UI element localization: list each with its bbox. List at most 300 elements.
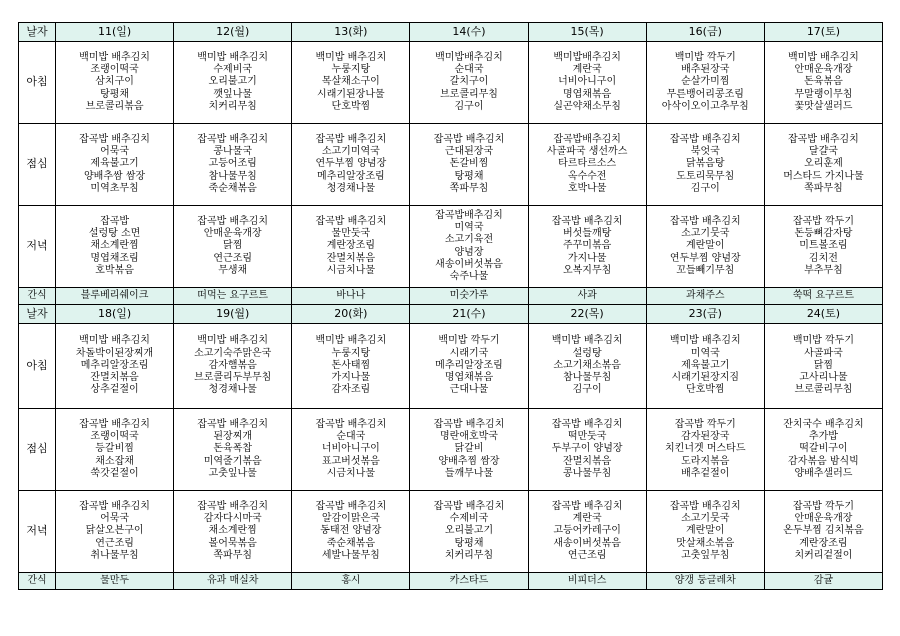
menu-item: 안매운육개장 bbox=[203, 228, 262, 240]
menu-item: 갈치구이 bbox=[449, 76, 489, 88]
dinner-menu-cell bbox=[56, 491, 174, 573]
menu-item: 치커리무침 bbox=[444, 549, 494, 561]
menu-item: 아삭이오이고추무침 bbox=[661, 100, 749, 112]
menu-item: 조랭이떡국 bbox=[90, 431, 139, 443]
menu-item: 잡곡밥 배추김치 bbox=[315, 418, 387, 430]
menu-item: 조랭이떡국 bbox=[90, 64, 139, 76]
menu-item: 차돌박이된장찌개 bbox=[75, 347, 154, 359]
menu-item: 된장찌개 bbox=[213, 431, 253, 443]
menu-item: 무생채 bbox=[218, 264, 248, 276]
menu-item: 백미밥 배추김치 bbox=[79, 335, 150, 347]
menu-item: 볼어묵볶음 bbox=[208, 537, 257, 549]
menu-item: 목살채소구이 bbox=[321, 76, 380, 88]
menu-item: 오복지무침 bbox=[562, 264, 612, 276]
breakfast-label: 아침 bbox=[19, 42, 56, 124]
menu-item: 배추된장국 bbox=[681, 64, 730, 76]
lunch-menu-cell bbox=[410, 409, 528, 491]
menu-item: 백미밥 배추김치 bbox=[197, 51, 269, 63]
menu-item: 콩나물국 bbox=[213, 146, 253, 158]
menu-item: 수제비국 bbox=[449, 513, 489, 525]
lunch-label: 점심 bbox=[19, 124, 56, 206]
dinner-row bbox=[19, 206, 883, 288]
menu-item: 도토리묵무침 bbox=[676, 170, 735, 182]
menu-item: 시금치나물 bbox=[326, 264, 375, 276]
menu-item: 양배추쌈 쌈장 bbox=[84, 170, 146, 182]
menu-item: 돈육폭찹 bbox=[213, 443, 253, 455]
breakfast-row bbox=[19, 324, 883, 409]
menu-item: 타르타르소스 bbox=[558, 158, 617, 170]
breakfast-menu-cell bbox=[174, 42, 292, 124]
menu-item: 브로콜리무침 bbox=[794, 384, 853, 396]
menu-item: 잡곡밥 배추김치 bbox=[315, 500, 387, 512]
menu-item: 고등어카레구이 bbox=[553, 525, 621, 537]
menu-item: 잔멸치볶음 bbox=[90, 372, 139, 384]
menu-item: 청경채나물 bbox=[326, 182, 375, 194]
menu-item: 양배추샐러드 bbox=[794, 467, 853, 479]
breakfast-menu-cell bbox=[528, 324, 646, 409]
menu-item: 안매운육개장 bbox=[794, 513, 853, 525]
menu-item: 연두부찜 양념장 bbox=[315, 158, 387, 170]
menu-item: 계란국 bbox=[572, 513, 602, 525]
menu-item: 백미밥 깍두기 bbox=[674, 51, 736, 63]
menu-item: 백미밥 배추김치 bbox=[197, 335, 269, 347]
menu-item: 닭갈비 bbox=[454, 443, 484, 455]
menu-item: 단호박찜 bbox=[685, 384, 725, 396]
menu-item: 근대된장국 bbox=[444, 146, 494, 158]
lunch-row bbox=[19, 409, 883, 491]
snack-cell: 홍시 bbox=[292, 573, 410, 590]
menu-item: 채소계란찜 bbox=[208, 525, 257, 537]
dinner-menu-cell bbox=[56, 206, 174, 288]
menu-item: 근대나물 bbox=[449, 384, 489, 396]
menu-item: 꼬들빼기무침 bbox=[676, 264, 735, 276]
menu-item: 쑥갓겉절이 bbox=[90, 467, 139, 479]
menu-item: 취나물무침 bbox=[90, 549, 139, 561]
menu-item: 청경채나물 bbox=[208, 384, 257, 396]
date-label: 날자 bbox=[19, 305, 56, 324]
menu-item: 북엇국 bbox=[690, 146, 720, 158]
menu-item: 잡곡밥 배추김치 bbox=[197, 133, 269, 145]
menu-item: 너비아니구이 bbox=[321, 443, 380, 455]
menu-item: 온두부찜 김치볶음 bbox=[783, 525, 864, 537]
snack-cell: 양갱 둥글레차 bbox=[646, 573, 764, 590]
snack-cell: 유과 매실차 bbox=[174, 573, 292, 590]
date-cell: 19(월) bbox=[174, 305, 292, 324]
snack-cell: 감귤 bbox=[764, 573, 882, 590]
menu-item: 시래기된장나물 bbox=[317, 88, 385, 100]
snack-cell: 바나나 bbox=[292, 288, 410, 305]
menu-item: 백미밥배추김치 bbox=[435, 51, 503, 63]
menu-item: 상추겉절이 bbox=[90, 384, 139, 396]
menu-item: 떡만둣국 bbox=[567, 431, 607, 443]
menu-item: 백미밥 배추김치 bbox=[669, 335, 741, 347]
menu-item: 새송이버섯볶음 bbox=[553, 537, 621, 549]
menu-item: 백미밥 깍두기 bbox=[438, 335, 500, 347]
menu-item: 쪽파무침 bbox=[804, 182, 843, 194]
menu-item: 미역국 bbox=[454, 222, 484, 234]
menu-item: 백미밥배추김치 bbox=[553, 51, 621, 63]
snack-cell: 떠먹는 요구르트 bbox=[174, 288, 292, 305]
menu-item: 탕평채 bbox=[454, 537, 484, 549]
dinner-label: 저녁 bbox=[19, 206, 56, 288]
dinner-menu-cell bbox=[410, 206, 528, 288]
menu-item: 미역초무침 bbox=[90, 182, 139, 194]
menu-item: 명엽채볶음 bbox=[444, 372, 494, 384]
lunch-menu-cell bbox=[292, 124, 410, 206]
date-cell: 14(수) bbox=[410, 23, 528, 42]
date-label: 날자 bbox=[19, 23, 56, 42]
menu-item: 돈육볶음 bbox=[804, 76, 843, 88]
menu-item: 치커리무침 bbox=[208, 100, 257, 112]
menu-item: 두부구이 양념장 bbox=[551, 443, 623, 455]
menu-item: 소고기뭇국 bbox=[681, 513, 730, 525]
breakfast-menu-cell bbox=[56, 42, 174, 124]
menu-item: 양념장 bbox=[454, 246, 484, 258]
breakfast-menu-cell bbox=[646, 42, 764, 124]
menu-item: 잡곡밥 배추김치 bbox=[315, 133, 387, 145]
menu-item: 호박나물 bbox=[567, 182, 607, 194]
menu-item: 순대국 bbox=[336, 431, 366, 443]
snack-cell: 사과 bbox=[528, 288, 646, 305]
date-cell: 13(화) bbox=[292, 23, 410, 42]
menu-item: 소고기미역국 bbox=[321, 146, 380, 158]
dinner-menu-cell bbox=[292, 206, 410, 288]
menu-item: 김치전 bbox=[808, 252, 838, 264]
menu-item: 잡곡밥 배추김치 bbox=[197, 215, 269, 227]
menu-item: 순대국 bbox=[454, 64, 484, 76]
menu-item: 고춧잎나물 bbox=[208, 467, 257, 479]
menu-item: 떡갈비구이 bbox=[799, 443, 848, 455]
menu-item: 닭볶음탕 bbox=[685, 158, 725, 170]
breakfast-menu-cell bbox=[528, 42, 646, 124]
dinner-menu-cell bbox=[292, 491, 410, 573]
lunch-menu-cell bbox=[174, 124, 292, 206]
menu-item: 잡곡밥 배추김치 bbox=[669, 215, 741, 227]
menu-item: 탕평채 bbox=[100, 88, 130, 100]
lunch-menu-cell bbox=[56, 409, 174, 491]
weekly-meal-table bbox=[18, 22, 883, 590]
menu-item: 잡곡밥 배추김치 bbox=[551, 215, 623, 227]
snack-row bbox=[19, 288, 883, 305]
menu-item: 감자다시마국 bbox=[203, 513, 262, 525]
menu-item: 연근조림 bbox=[95, 537, 134, 549]
menu-item: 미역국 bbox=[690, 347, 720, 359]
dinner-row bbox=[19, 491, 883, 573]
menu-item: 백미밥 배추김치 bbox=[79, 51, 150, 63]
menu-item: 단호박찜 bbox=[331, 100, 371, 112]
menu-item: 시래기국 bbox=[449, 347, 489, 359]
menu-item: 명엽채볶음 bbox=[562, 88, 612, 100]
menu-item: 잡곡밥 배추김치 bbox=[79, 418, 150, 430]
breakfast-menu-cell bbox=[764, 324, 882, 409]
menu-item: 무말랭이무침 bbox=[794, 88, 853, 100]
snack-row bbox=[19, 573, 883, 590]
date-cell: 22(목) bbox=[528, 305, 646, 324]
menu-item: 안매운육개장 bbox=[794, 64, 853, 76]
menu-item: 오리훈제 bbox=[804, 158, 843, 170]
menu-item: 잡곡밥 깍두기 bbox=[792, 500, 854, 512]
breakfast-menu-cell bbox=[646, 324, 764, 409]
menu-item: 버섯들깨탕 bbox=[562, 228, 612, 240]
menu-item: 감자된장국 bbox=[681, 431, 730, 443]
lunch-menu-cell bbox=[292, 409, 410, 491]
menu-item: 가지나물 bbox=[331, 372, 371, 384]
breakfast-menu-cell bbox=[56, 324, 174, 409]
menu-item: 누룽지탕 bbox=[331, 64, 371, 76]
menu-item: 세발나물무침 bbox=[321, 549, 380, 561]
menu-item: 잡곡밥배추김치 bbox=[435, 209, 503, 221]
menu-item: 배추겉절이 bbox=[681, 467, 730, 479]
menu-item: 시금치나물 bbox=[326, 467, 375, 479]
menu-item: 잡곡밥 배추김치 bbox=[79, 500, 150, 512]
menu-item: 채소계란찜 bbox=[90, 240, 139, 252]
menu-item: 고춧잎무침 bbox=[681, 549, 730, 561]
lunch-menu-cell bbox=[410, 124, 528, 206]
menu-item: 죽순채볶음 bbox=[326, 537, 375, 549]
menu-item: 잔멸치볶음 bbox=[326, 252, 375, 264]
lunch-menu-cell bbox=[528, 124, 646, 206]
menu-item: 가지나물 bbox=[567, 252, 607, 264]
menu-item: 제육불고기 bbox=[681, 359, 730, 371]
menu-item: 잡곡밥 bbox=[100, 215, 130, 227]
menu-item: 깻잎나물 bbox=[213, 88, 253, 100]
dinner-menu-cell bbox=[646, 491, 764, 573]
menu-item: 참나물무침 bbox=[562, 372, 612, 384]
menu-item: 김구이 bbox=[572, 384, 602, 396]
menu-item: 고사리나물 bbox=[799, 372, 848, 384]
snack-label: 간식 bbox=[19, 573, 56, 590]
date-cell: 24(토) bbox=[764, 305, 882, 324]
lunch-menu-cell bbox=[174, 409, 292, 491]
menu-item: 너비아니구이 bbox=[558, 76, 617, 88]
dinner-menu-cell bbox=[764, 206, 882, 288]
dinner-menu-cell bbox=[174, 206, 292, 288]
menu-item: 계란국 bbox=[572, 64, 602, 76]
menu-item: 달걀국 bbox=[808, 146, 838, 158]
menu-item: 미트볼조림 bbox=[799, 240, 848, 252]
menu-item: 오리불고기 bbox=[208, 76, 257, 88]
menu-item: 소고기채소볶음 bbox=[553, 359, 621, 371]
menu-item: 누룽지탕 bbox=[331, 347, 371, 359]
menu-item: 잡곡밥 배추김치 bbox=[197, 500, 269, 512]
date-cell: 11(일) bbox=[56, 23, 174, 42]
date-cell: 21(수) bbox=[410, 305, 528, 324]
menu-item: 설렁탕 소면 bbox=[88, 228, 141, 240]
menu-item: 돈등뼈감자탕 bbox=[794, 228, 853, 240]
menu-item: 감자햄볶음 bbox=[208, 359, 257, 371]
menu-item: 연두부찜 양념장 bbox=[669, 252, 741, 264]
menu-item: 백미밥 깍두기 bbox=[792, 335, 854, 347]
menu-item: 옥수수전 bbox=[567, 170, 607, 182]
menu-item: 잡곡밥 배추김치 bbox=[79, 133, 150, 145]
breakfast-menu-cell bbox=[764, 42, 882, 124]
menu-item: 제육불고기 bbox=[90, 158, 139, 170]
menu-item: 잔멸치볶음 bbox=[562, 455, 612, 467]
snack-cell: 미숫가루 bbox=[410, 288, 528, 305]
menu-item: 사골파국 bbox=[804, 347, 843, 359]
snack-cell: 쑥떡 요구르트 bbox=[764, 288, 882, 305]
menu-item: 맛살채소볶음 bbox=[676, 537, 735, 549]
breakfast-label: 아침 bbox=[19, 324, 56, 409]
menu-item: 연근조림 bbox=[567, 549, 607, 561]
menu-item: 잡곡밥 배추김치 bbox=[315, 215, 387, 227]
menu-item: 소고기뭇국 bbox=[681, 228, 730, 240]
menu-item: 순살가미찜 bbox=[681, 76, 730, 88]
menu-item: 잔치국수 배추김치 bbox=[783, 418, 864, 430]
date-cell: 18(일) bbox=[56, 305, 174, 324]
dinner-label: 저녁 bbox=[19, 491, 56, 573]
menu-item: 계란장조림 bbox=[799, 537, 848, 549]
menu-item: 브로콜리두부무침 bbox=[194, 372, 272, 384]
menu-item: 메추리알장조림 bbox=[435, 359, 503, 371]
menu-item: 오리불고기 bbox=[444, 525, 494, 537]
date-header-row bbox=[19, 23, 883, 42]
menu-item: 브로콜리볶음 bbox=[85, 100, 144, 112]
menu-item: 꽃맛살샐러드 bbox=[794, 100, 853, 112]
menu-item: 잡곡밥 배추김치 bbox=[669, 500, 741, 512]
menu-item: 잡곡밥 배추김치 bbox=[197, 418, 269, 430]
menu-item: 메추리알장조림 bbox=[80, 359, 149, 371]
dinner-menu-cell bbox=[646, 206, 764, 288]
menu-item: 닭찜 bbox=[813, 359, 834, 371]
lunch-menu-cell bbox=[764, 124, 882, 206]
breakfast-row bbox=[19, 42, 883, 124]
dinner-menu-cell bbox=[528, 206, 646, 288]
menu-item: 채소잡채 bbox=[95, 455, 134, 467]
menu-item: 호박볶음 bbox=[95, 264, 134, 276]
date-cell: 23(금) bbox=[646, 305, 764, 324]
menu-item: 실곤약채소무침 bbox=[553, 100, 621, 112]
menu-item: 동태전 양념장 bbox=[320, 525, 382, 537]
menu-item: 무른뱅어리콩조림 bbox=[666, 88, 744, 100]
menu-item: 설렁탕 bbox=[572, 347, 602, 359]
menu-item: 쪽파무침 bbox=[213, 549, 253, 561]
menu-item: 숙주나물 bbox=[449, 270, 489, 282]
lunch-row bbox=[19, 124, 883, 206]
menu-item: 잡곡밥 배추김치 bbox=[669, 133, 741, 145]
menu-item: 부추무침 bbox=[804, 264, 843, 276]
menu-item: 수제비국 bbox=[213, 64, 253, 76]
snack-label: 간식 bbox=[19, 288, 56, 305]
menu-item: 잡곡밥 배추김치 bbox=[433, 133, 505, 145]
menu-item: 김구이 bbox=[454, 100, 484, 112]
menu-item: 감자볶음 밤식빅 bbox=[788, 455, 859, 467]
menu-item: 사골파국 생선까스 bbox=[546, 146, 628, 158]
breakfast-menu-cell bbox=[292, 324, 410, 409]
lunch-label: 점심 bbox=[19, 409, 56, 491]
menu-item: 잡곡밥 배추김치 bbox=[551, 418, 623, 430]
dinner-menu-cell bbox=[764, 491, 882, 573]
menu-item: 미역줄기볶음 bbox=[203, 455, 262, 467]
date-cell: 16(금) bbox=[646, 23, 764, 42]
menu-item: 주꾸미볶음 bbox=[562, 240, 612, 252]
breakfast-menu-cell bbox=[410, 42, 528, 124]
date-cell: 20(화) bbox=[292, 305, 410, 324]
breakfast-menu-cell bbox=[292, 42, 410, 124]
menu-item: 계란장조림 bbox=[326, 240, 375, 252]
dinner-menu-cell bbox=[528, 491, 646, 573]
menu-item: 잡곡밥배추김치 bbox=[553, 133, 621, 145]
menu-item: 들깨무나물 bbox=[444, 467, 494, 479]
menu-item: 연근조림 bbox=[213, 252, 253, 264]
menu-item: 알감이맑은국 bbox=[321, 513, 380, 525]
menu-item: 새송이버섯볶음 bbox=[435, 258, 503, 270]
menu-item: 죽순채볶음 bbox=[208, 182, 257, 194]
menu-item: 백미밥 배추김치 bbox=[315, 335, 387, 347]
menu-item: 백미밥 배추김치 bbox=[788, 51, 859, 63]
menu-item: 백미밥 배추김치 bbox=[551, 335, 623, 347]
menu-item: 참나물무침 bbox=[208, 170, 257, 182]
menu-item: 쪽파무침 bbox=[449, 182, 489, 194]
menu-item: 소고기육전 bbox=[444, 234, 494, 246]
menu-item: 고등어조림 bbox=[208, 158, 257, 170]
menu-item: 등갈비찜 bbox=[95, 443, 134, 455]
lunch-menu-cell bbox=[646, 124, 764, 206]
menu-item: 잡곡밥 깍두기 bbox=[674, 418, 736, 430]
menu-item: 머스타드 가지나물 bbox=[783, 170, 864, 182]
menu-item: 돈갈비찜 bbox=[449, 158, 489, 170]
snack-cell: 카스타드 bbox=[410, 573, 528, 590]
menu-item: 물만둣국 bbox=[331, 228, 371, 240]
date-cell: 15(목) bbox=[528, 23, 646, 42]
menu-item: 잡곡밥 배추김치 bbox=[433, 418, 505, 430]
menu-item: 닭살오븐구이 bbox=[85, 525, 144, 537]
menu-item: 삼치구이 bbox=[95, 76, 134, 88]
dinner-menu-cell bbox=[174, 491, 292, 573]
menu-item: 양배추찜 쌈장 bbox=[438, 455, 500, 467]
menu-item: 치킨너겟 머스타드 bbox=[665, 443, 746, 455]
menu-item: 시래기된장지짐 bbox=[671, 372, 740, 384]
menu-item: 백미밥 배추김치 bbox=[315, 51, 387, 63]
menu-item: 어묵국 bbox=[100, 146, 130, 158]
menu-item: 김구이 bbox=[690, 182, 720, 194]
menu-item: 어묵국 bbox=[100, 513, 130, 525]
menu-item: 명란애호박국 bbox=[440, 431, 498, 443]
menu-item: 계란말이 bbox=[685, 240, 725, 252]
menu-item: 닭찜 bbox=[223, 240, 243, 252]
lunch-menu-cell bbox=[56, 124, 174, 206]
menu-item: 계란말이 bbox=[685, 525, 725, 537]
menu-item: 브로콜리무침 bbox=[440, 88, 498, 100]
menu-item: 표고버섯볶음 bbox=[321, 455, 380, 467]
menu-item: 감자조림 bbox=[331, 384, 371, 396]
menu-item: 소고기숙주맑은국 bbox=[194, 347, 272, 359]
lunch-menu-cell bbox=[764, 409, 882, 491]
lunch-menu-cell bbox=[646, 409, 764, 491]
menu-item: 잡곡밥 깍두기 bbox=[792, 215, 854, 227]
menu-item: 콩나물무침 bbox=[562, 467, 612, 479]
snack-cell: 비피더스 bbox=[528, 573, 646, 590]
menu-item: 돈사태찜 bbox=[331, 359, 371, 371]
snack-cell: 과채주스 bbox=[646, 288, 764, 305]
menu-item: 추가밥 bbox=[808, 431, 838, 443]
date-header-row bbox=[19, 305, 883, 324]
lunch-menu-cell bbox=[528, 409, 646, 491]
menu-item: 메추리알장조림 bbox=[317, 170, 385, 182]
date-cell: 12(월) bbox=[174, 23, 292, 42]
menu-item: 탕평채 bbox=[454, 170, 484, 182]
menu-item: 잡곡밥 배추김치 bbox=[433, 500, 505, 512]
snack-cell: 물만두 bbox=[56, 573, 174, 590]
breakfast-menu-cell bbox=[174, 324, 292, 409]
dinner-menu-cell bbox=[410, 491, 528, 573]
menu-item: 도라지볶음 bbox=[681, 455, 730, 467]
breakfast-menu-cell bbox=[410, 324, 528, 409]
snack-cell: 블루베리쉐이크 bbox=[56, 288, 174, 305]
menu-item: 치커리겉절이 bbox=[794, 549, 853, 561]
menu-item: 잡곡밥 배추김치 bbox=[788, 133, 859, 145]
menu-item: 명엽채조림 bbox=[90, 252, 139, 264]
